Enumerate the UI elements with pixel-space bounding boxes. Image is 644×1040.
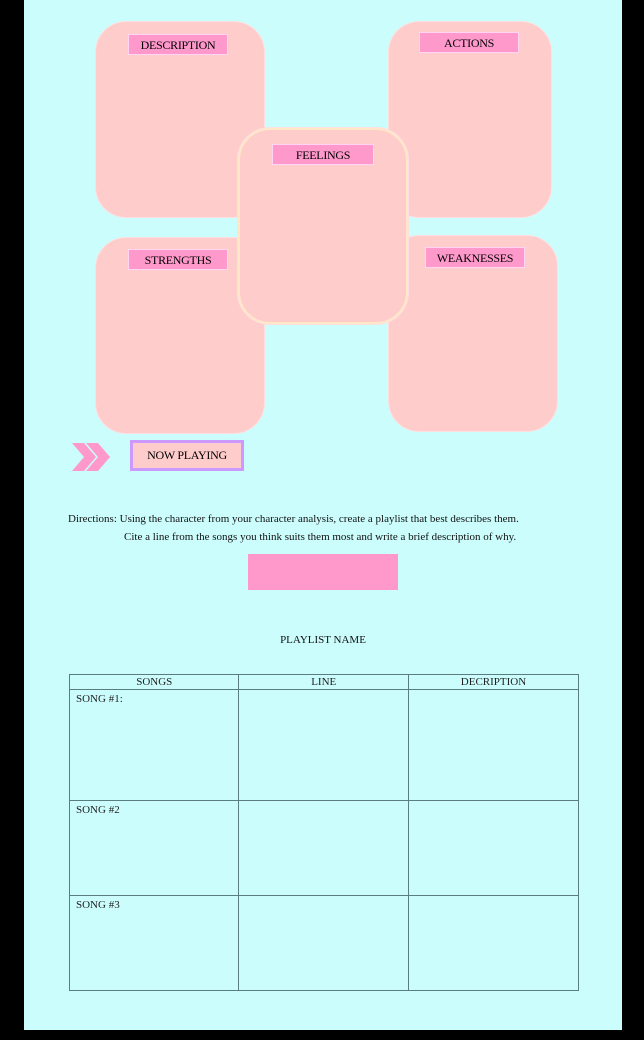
description-label: DESCRIPTION [128, 34, 228, 55]
song-cell[interactable]: SONG #2 [70, 801, 239, 896]
description-cell[interactable] [408, 801, 578, 896]
header-description: DECRIPTION [408, 675, 578, 690]
song-cell[interactable]: SONG #3 [70, 896, 239, 991]
song-cell[interactable]: SONG #1: [70, 690, 239, 801]
description-cell[interactable] [408, 690, 578, 801]
actions-box [389, 22, 551, 217]
playlist-name-box[interactable] [248, 554, 398, 590]
worksheet-page [24, 0, 622, 1030]
feelings-label: FEELINGS [272, 144, 374, 165]
actions-label: ACTIONS [419, 32, 519, 53]
header-songs: SONGS [70, 675, 239, 690]
playlist-table [69, 674, 579, 991]
table-row [70, 690, 579, 801]
description-cell[interactable] [408, 896, 578, 991]
chevron-right-icon [72, 441, 132, 473]
feelings-box [238, 128, 408, 324]
header-line: LINE [239, 675, 408, 690]
now-playing-label: NOW PLAYING [130, 440, 244, 471]
directions-line-2: Cite a line from the songs you think suits them most and write a brief description of why. [124, 531, 517, 543]
weaknesses-label: WEAKNESSES [425, 247, 525, 268]
weaknesses-box [389, 236, 557, 431]
line-cell[interactable] [239, 801, 408, 896]
directions-line-1: Directions: Using the character from your character analysis, create a playlist that best describes them. [68, 513, 519, 525]
line-cell[interactable] [239, 690, 408, 801]
table-row [70, 801, 579, 896]
line-cell[interactable] [239, 896, 408, 991]
directions-text [68, 510, 628, 546]
table-header-row [70, 675, 579, 690]
strengths-label: STRENGTHS [128, 249, 228, 270]
playlist-name-title: PLAYLIST NAME [280, 634, 366, 646]
table-row [70, 896, 579, 991]
